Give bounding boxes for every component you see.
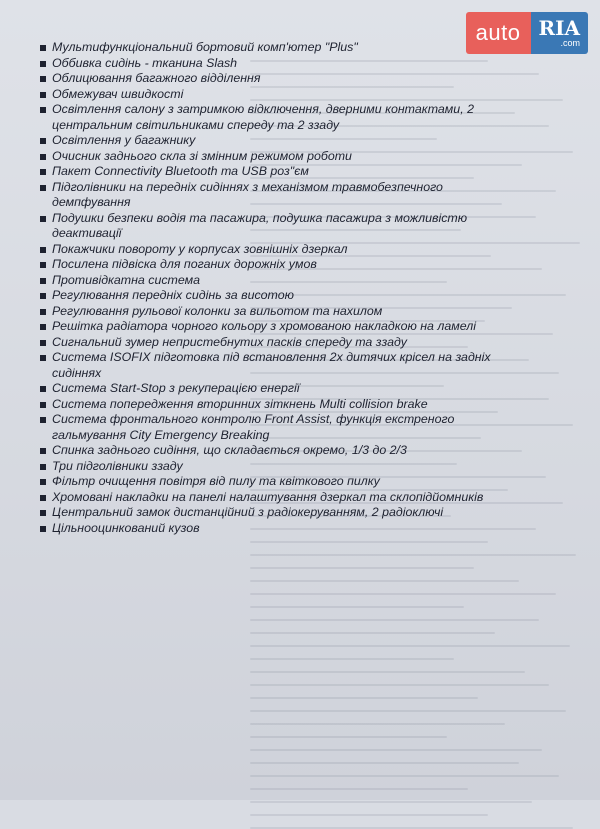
bullet-icon bbox=[40, 417, 46, 423]
feature-list-item bbox=[40, 149, 510, 165]
bullet-icon bbox=[40, 510, 46, 516]
bullet-icon bbox=[40, 216, 46, 222]
feature-list-item bbox=[40, 397, 510, 413]
bleed-line bbox=[250, 762, 519, 764]
bullet-icon bbox=[40, 185, 46, 191]
feature-text: Подушки безпеки водія та пасажира, подушка пасажира з можливістю деактивації bbox=[52, 210, 468, 240]
bullet-icon bbox=[40, 61, 46, 67]
feature-text: Фільтр очищення повітря від пилу та квіткового пилку bbox=[52, 474, 380, 488]
feature-text: Регулювання передніх сидінь за висотою bbox=[52, 288, 294, 302]
feature-list-item bbox=[40, 102, 510, 133]
bleed-line bbox=[250, 580, 519, 582]
bleed-line bbox=[250, 788, 468, 790]
feature-text: Посилена підвіска для поганих дорожніх умов bbox=[52, 257, 317, 271]
feature-text: Хромовані накладки на панелі налаштування дзеркал та склопідйомників bbox=[52, 489, 484, 504]
feature-text: Облицювання багажного відділення bbox=[52, 71, 261, 85]
bleed-line bbox=[250, 723, 505, 725]
feature-list-item bbox=[40, 56, 510, 72]
feature-text: Система попередження вторинних зіткнень Multi collision brake bbox=[52, 396, 428, 411]
feature-list-item bbox=[40, 87, 510, 103]
feature-list-item bbox=[40, 304, 510, 320]
feature-list-item bbox=[40, 133, 510, 149]
bullet-icon bbox=[40, 262, 46, 268]
bullet-icon bbox=[40, 76, 46, 82]
bullet-icon bbox=[40, 402, 46, 408]
bullet-icon bbox=[40, 154, 46, 160]
bleed-line bbox=[250, 749, 542, 751]
feature-list bbox=[40, 40, 510, 536]
feature-list-item bbox=[40, 490, 510, 506]
feature-list-item bbox=[40, 40, 510, 56]
watermark-auto-text: auto bbox=[466, 12, 531, 54]
feature-list-item bbox=[40, 412, 510, 443]
feature-list-item bbox=[40, 273, 510, 289]
bullet-icon bbox=[40, 464, 46, 470]
feature-text: Регулювання рульової колонки за вильотом та нахилом bbox=[52, 303, 383, 318]
feature-text: Освітлення у багажнику bbox=[52, 133, 196, 147]
bullet-icon bbox=[40, 386, 46, 392]
bullet-icon bbox=[40, 340, 46, 346]
watermark-ria-text: RIA bbox=[538, 16, 580, 40]
feature-text: Система Start-Stop з рекуперацією енергії bbox=[52, 381, 300, 395]
bullet-icon bbox=[40, 278, 46, 284]
feature-text: Три підголівники ззаду bbox=[52, 458, 183, 473]
bleed-line bbox=[250, 632, 495, 634]
bleed-line bbox=[250, 606, 464, 608]
feature-text: Оббивка сидінь - тканина Slash bbox=[52, 55, 238, 70]
bleed-line bbox=[250, 736, 447, 738]
feature-text: Спинка заднього сидіння, що складається окремо, 1/3 до 2/3 bbox=[52, 443, 407, 457]
bleed-line bbox=[250, 593, 556, 595]
feature-text: Освітлення салону з затримкою відключення, дверними контактами, 2 центральним світильниками спереду та 2 ззаду bbox=[52, 102, 474, 132]
feature-text: Підголівники на передніх сидіннях з механізмом травмобезпечного демпфування bbox=[52, 179, 443, 209]
bullet-icon bbox=[40, 293, 46, 299]
feature-list-item bbox=[40, 505, 510, 521]
feature-text: Противідкатна система bbox=[52, 272, 200, 287]
bleed-line bbox=[250, 619, 539, 621]
feature-text: Очисник заднього скла зі змінним режимом роботи bbox=[52, 148, 352, 163]
watermark-domain-text: .com bbox=[560, 38, 580, 48]
feature-list-item bbox=[40, 164, 510, 180]
feature-list-item bbox=[40, 459, 510, 475]
bleed-line bbox=[250, 697, 478, 699]
feature-text: Сигнальний зумер непристебнутих пасків спереду та ззаду bbox=[52, 334, 407, 349]
feature-text: Центральний замок дистанційний з радіокеруванням, 2 радіоключі bbox=[52, 505, 444, 519]
feature-list-item bbox=[40, 381, 510, 397]
feature-list-item bbox=[40, 71, 510, 87]
feature-list-item bbox=[40, 521, 510, 537]
bullet-icon bbox=[40, 355, 46, 361]
bleed-line bbox=[250, 658, 454, 660]
feature-list-item bbox=[40, 211, 510, 242]
feature-text: Мультифункціональний бортовий комп'ютер "Plus" bbox=[52, 40, 358, 54]
feature-list-item bbox=[40, 180, 510, 211]
bullet-icon bbox=[40, 526, 46, 532]
bullet-icon bbox=[40, 324, 46, 330]
feature-text: Обмежувач швидкості bbox=[52, 86, 184, 101]
bleed-line bbox=[250, 541, 488, 543]
bullet-icon bbox=[40, 107, 46, 113]
bleed-line bbox=[250, 801, 532, 803]
bleed-line bbox=[250, 814, 488, 816]
feature-text: Покажчики повороту у корпусах зовнішніх дзеркал bbox=[52, 241, 348, 256]
bullet-icon bbox=[40, 247, 46, 253]
bleed-line bbox=[250, 775, 559, 777]
feature-text: Система ISOFIX підготовка під встановлення 2х дитячих крісел на задніх сидіннях bbox=[52, 350, 491, 380]
bullet-icon bbox=[40, 45, 46, 51]
bleed-line bbox=[250, 567, 474, 569]
bleed-line bbox=[250, 684, 549, 686]
feature-list-item bbox=[40, 288, 510, 304]
bullet-icon bbox=[40, 448, 46, 454]
feature-list-item bbox=[40, 335, 510, 351]
watermark-ria-block bbox=[531, 12, 589, 54]
bleed-line bbox=[250, 710, 566, 712]
feature-list-item bbox=[40, 242, 510, 258]
feature-list-item bbox=[40, 474, 510, 490]
feature-list-item bbox=[40, 319, 510, 335]
feature-list-item bbox=[40, 350, 510, 381]
bullet-icon bbox=[40, 309, 46, 315]
bullet-icon bbox=[40, 169, 46, 175]
feature-text: Пакет Connectivity Bluetooth та USB роз"єм bbox=[52, 164, 309, 178]
bullet-icon bbox=[40, 495, 46, 501]
bleed-line bbox=[250, 671, 525, 673]
feature-list-item bbox=[40, 257, 510, 273]
bullet-icon bbox=[40, 479, 46, 485]
feature-text: Решітка радіатора чорного кольору з хромованою накладкою на ламелі bbox=[52, 319, 476, 333]
bleed-line bbox=[250, 645, 570, 647]
feature-text: Цільнооцинкований кузов bbox=[52, 520, 200, 535]
bleed-line bbox=[250, 554, 576, 556]
feature-list-item bbox=[40, 443, 510, 459]
feature-text: Система фронтального контролю Front Assist, функція екстреного гальмування City Emergency Breaking bbox=[52, 412, 455, 442]
bullet-icon bbox=[40, 138, 46, 144]
bullet-icon bbox=[40, 92, 46, 98]
